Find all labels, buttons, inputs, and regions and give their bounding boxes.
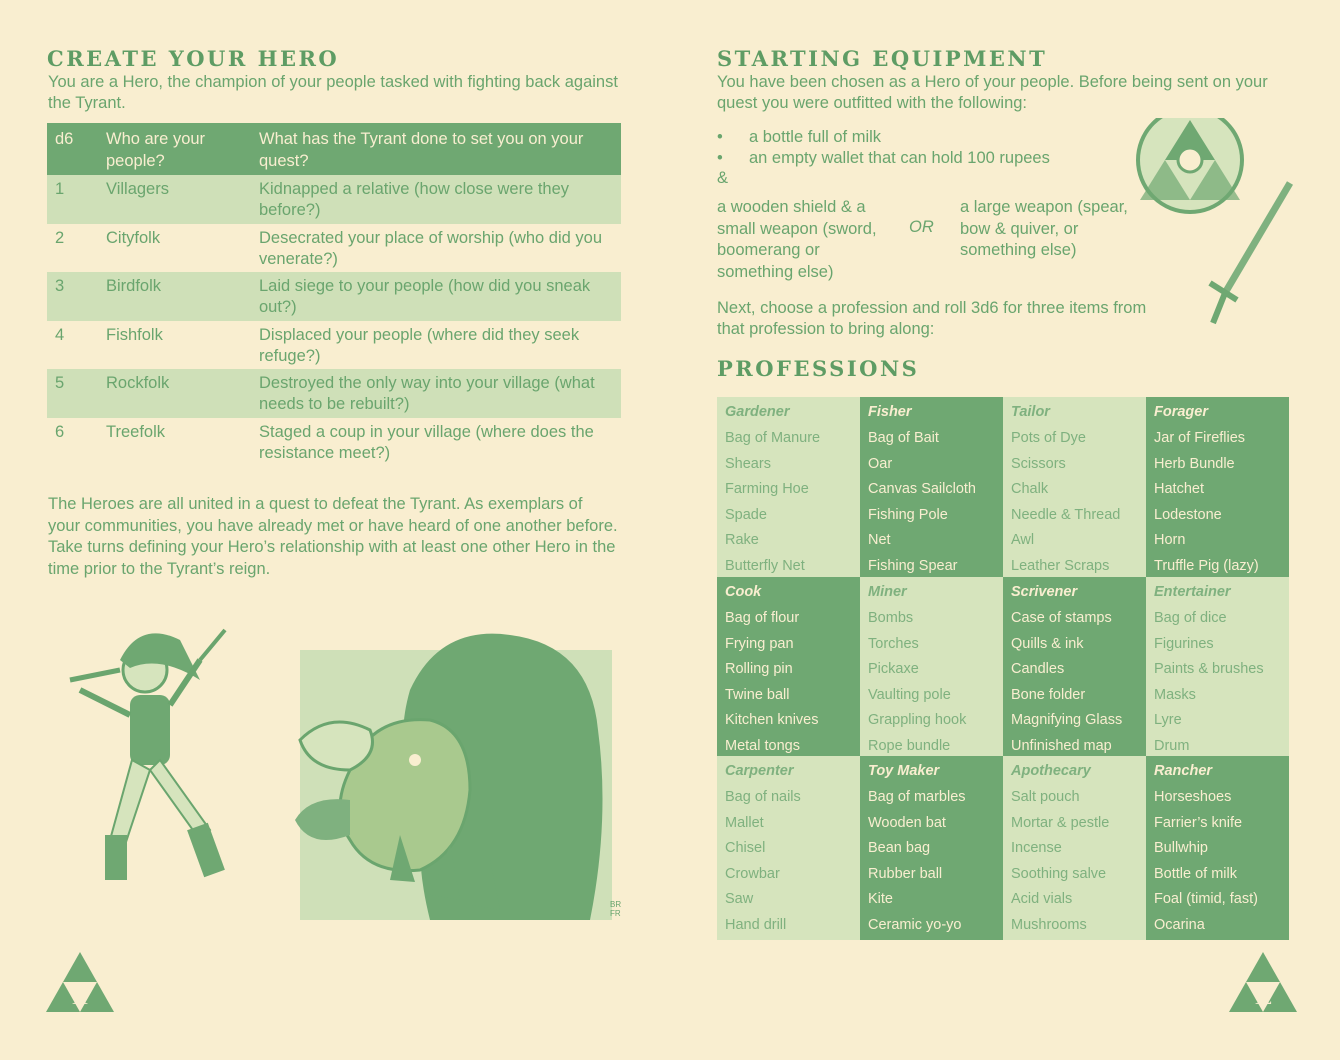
list-item: Mushrooms bbox=[1011, 916, 1087, 933]
list-item: Bone folder bbox=[1011, 686, 1086, 703]
row-what: Destroyed the only way into your village (what needs to be rebuilt?) bbox=[259, 374, 595, 413]
list-item: Rubber ball bbox=[868, 865, 943, 882]
list-item: Mortar & pestle bbox=[1011, 814, 1110, 831]
row-num: 5 bbox=[55, 374, 65, 392]
profession-carpenter bbox=[717, 756, 860, 940]
list-item: Candles bbox=[1011, 661, 1065, 677]
choice-shield: a wooden shield & a small weapon (sword, boomerang or something else) bbox=[717, 198, 877, 281]
list-item: Kite bbox=[868, 891, 893, 907]
artist-signature: BR FR bbox=[610, 900, 622, 918]
list-item: Twine ball bbox=[725, 686, 790, 703]
header-what: What has the Tyrant done to set you on your quest? bbox=[259, 130, 584, 170]
profession-title: Forager bbox=[1154, 404, 1208, 420]
list-item: Pots of Dye bbox=[1011, 430, 1086, 446]
list-item: Chalk bbox=[1011, 481, 1049, 497]
row-what: Staged a coup in your village (where does the resistance meet?) bbox=[259, 422, 594, 462]
professions-grid bbox=[717, 397, 1287, 940]
row-what: Kidnapped a relative (how close were they before?) bbox=[259, 180, 570, 219]
list-item: Foal (timid, fast) bbox=[1154, 891, 1258, 907]
page-number-left bbox=[45, 952, 115, 1014]
list-item: Canvas Sailcloth bbox=[868, 481, 976, 497]
choice-large-weapon: a large weapon (spear, bow & quiver, or something else) bbox=[960, 198, 1128, 259]
profession-title: Gardener bbox=[725, 404, 790, 420]
row-num: 2 bbox=[55, 228, 65, 247]
profession-entertainer bbox=[1146, 577, 1289, 756]
profession-title: Tailor bbox=[1011, 404, 1050, 420]
starting-equipment-intro: You have been chosen as a Hero of your people. Before being sent on your quest you were outfitted with the following: bbox=[717, 73, 1268, 112]
profession-fisher bbox=[860, 397, 1003, 577]
list-item: Ocarina bbox=[1154, 916, 1205, 933]
list-item: • an empty wallet that can hold 100 rupees bbox=[717, 148, 1050, 169]
list-item: Farrier’s knife bbox=[1154, 814, 1243, 831]
list-item: Metal tongs bbox=[725, 737, 800, 754]
row-num: 4 bbox=[55, 325, 65, 344]
list-item: Hand drill bbox=[725, 916, 787, 933]
profession-tailor bbox=[1003, 397, 1146, 577]
list-item: Fishing Pole bbox=[868, 506, 948, 523]
list-item: Rope bundle bbox=[868, 737, 951, 754]
list-item: Pickaxe bbox=[868, 661, 919, 677]
list-item: Kitchen knives bbox=[725, 712, 819, 728]
row-who: Rockfolk bbox=[106, 374, 170, 392]
list-item: Incense bbox=[1011, 840, 1062, 856]
profession-instructions: Next, choose a profession and roll 3d6 for three items from that profession to bring along: bbox=[717, 299, 1147, 338]
d6-table bbox=[47, 123, 621, 466]
list-item: • a bottle full of milk bbox=[717, 127, 1050, 148]
row-what: Desecrated your place of worship (who did you venerate?) bbox=[259, 228, 603, 268]
header-d6: d6 bbox=[55, 130, 74, 148]
list-item: Case of stamps bbox=[1011, 610, 1112, 626]
row-who: Treefolk bbox=[106, 422, 165, 441]
profession-title: Toy Maker bbox=[868, 763, 940, 779]
profession-apothecary bbox=[1003, 756, 1146, 940]
list-item: Masks bbox=[1154, 686, 1196, 703]
profession-toy-maker bbox=[860, 756, 1003, 940]
row-num: 3 bbox=[55, 277, 65, 295]
page-number-right bbox=[1228, 952, 1298, 1014]
list-item: Bag of Bait bbox=[868, 430, 939, 446]
list-item: Drum bbox=[1154, 737, 1190, 754]
row-what: Laid siege to your people (how did you sneak out?) bbox=[259, 277, 591, 316]
profession-rancher bbox=[1146, 756, 1289, 940]
header-who: Who are your people? bbox=[106, 130, 206, 170]
profession-title: Entertainer bbox=[1154, 584, 1231, 600]
list-item: Torches bbox=[868, 635, 919, 652]
list-item: Rake bbox=[725, 532, 759, 548]
row-num: 6 bbox=[55, 422, 65, 441]
create-hero-intro: You are a Hero, the champion of your people tasked with fighting back against the Tyrant. bbox=[48, 73, 618, 112]
row-who: Cityfolk bbox=[106, 228, 161, 247]
or-label: OR bbox=[909, 218, 934, 236]
list-item: Farming Hoe bbox=[725, 481, 809, 497]
professions-heading: PROFESSIONS bbox=[717, 356, 920, 381]
list-item: Awl bbox=[1011, 532, 1035, 548]
page-number-label: 11 bbox=[70, 990, 90, 1008]
list-item: Vaulting pole bbox=[868, 686, 951, 703]
list-item: Frying pan bbox=[725, 635, 794, 652]
hero-vs-tyrant-illustration bbox=[50, 620, 620, 920]
list-item: Figurines bbox=[1154, 635, 1214, 652]
profession-title: Apothecary bbox=[1011, 763, 1091, 779]
list-item: Magnifying Glass bbox=[1011, 712, 1123, 728]
profession-title: Fisher bbox=[868, 404, 912, 420]
row-num: 1 bbox=[55, 180, 65, 198]
profession-miner bbox=[860, 577, 1003, 756]
list-item: Horn bbox=[1154, 532, 1186, 548]
ampersand: & bbox=[717, 169, 729, 187]
list-item: Ceramic yo-yo bbox=[868, 916, 962, 933]
list-item: Shears bbox=[725, 455, 771, 472]
list-item: Bag of flour bbox=[725, 610, 800, 626]
list-item: Wooden bat bbox=[868, 814, 946, 831]
shield-and-sword-illustration bbox=[1135, 118, 1295, 338]
profession-title: Carpenter bbox=[725, 763, 794, 779]
table-row bbox=[47, 321, 621, 370]
table-row bbox=[47, 175, 621, 224]
profession-title: Cook bbox=[725, 584, 762, 600]
row-who: Fishfolk bbox=[106, 325, 163, 344]
list-item: Oar bbox=[868, 455, 893, 472]
row-what: Displaced your people (where did they seek refuge?) bbox=[259, 325, 580, 365]
list-item: Acid vials bbox=[1011, 891, 1073, 907]
list-item: Lyre bbox=[1154, 712, 1182, 728]
profession-forager bbox=[1146, 397, 1289, 577]
list-item: Bag of dice bbox=[1154, 610, 1227, 626]
list-item: Bullwhip bbox=[1154, 840, 1208, 856]
list-item: Paints & brushes bbox=[1154, 661, 1264, 677]
list-item: Bombs bbox=[868, 610, 914, 626]
create-hero-heading: CREATE YOUR HERO bbox=[47, 46, 340, 71]
table-row bbox=[47, 272, 621, 321]
list-item: Salt pouch bbox=[1011, 789, 1080, 805]
list-item: Grappling hook bbox=[868, 712, 967, 728]
page-number-label: 12 bbox=[1253, 990, 1273, 1008]
heroes-paragraph: The Heroes are all united in a quest to defeat the Tyrant. As exemplars of your communities, you have already met or have heard of one another before. Take turns defining your Hero’s relationship with at least one other Hero in the time prior to the Tyrant’s reign. bbox=[48, 495, 618, 578]
profession-title: Scrivener bbox=[1011, 584, 1078, 600]
equipment-list bbox=[717, 127, 1050, 169]
list-item: Scissors bbox=[1011, 455, 1066, 472]
list-item: Soothing salve bbox=[1011, 865, 1107, 882]
d6-table-header bbox=[47, 123, 621, 175]
list-item: Bottle of milk bbox=[1154, 865, 1237, 882]
right-page bbox=[670, 0, 1340, 1060]
list-item: Chisel bbox=[725, 840, 766, 856]
profession-scrivener bbox=[1003, 577, 1146, 756]
list-item: Leather Scraps bbox=[1011, 557, 1110, 574]
list-item: Bag of Manure bbox=[725, 430, 821, 446]
list-item: Lodestone bbox=[1154, 506, 1222, 523]
list-item: Herb Bundle bbox=[1154, 455, 1235, 472]
list-item: Rolling pin bbox=[725, 661, 793, 677]
list-item: Needle & Thread bbox=[1011, 506, 1121, 523]
table-row bbox=[47, 224, 621, 273]
list-item: Unfinished map bbox=[1011, 737, 1112, 754]
list-item: Truffle Pig (lazy) bbox=[1154, 557, 1259, 574]
list-item: Bag of nails bbox=[725, 789, 801, 805]
list-item: Crowbar bbox=[725, 865, 780, 882]
profession-title: Rancher bbox=[1154, 763, 1213, 779]
list-item: Mallet bbox=[725, 814, 764, 831]
list-item: Butterfly Net bbox=[725, 557, 805, 574]
profession-cook bbox=[717, 577, 860, 756]
list-item: Spade bbox=[725, 506, 767, 523]
list-item: Quills & ink bbox=[1011, 635, 1084, 652]
list-item: Fishing Spear bbox=[868, 557, 958, 574]
row-who: Birdfolk bbox=[106, 277, 162, 295]
profession-gardener bbox=[717, 397, 860, 577]
starting-equipment-heading: STARTING EQUIPMENT bbox=[717, 46, 1048, 71]
row-who: Villagers bbox=[106, 180, 169, 198]
list-item: Horseshoes bbox=[1154, 789, 1232, 805]
list-item: Bean bag bbox=[868, 840, 931, 856]
profession-title: Miner bbox=[868, 584, 907, 600]
list-item: Hatchet bbox=[1154, 481, 1204, 497]
table-row bbox=[47, 369, 621, 418]
list-item: Jar of Fireflies bbox=[1154, 430, 1246, 446]
list-item: Bag of marbles bbox=[868, 789, 966, 805]
list-item: Saw bbox=[725, 891, 754, 907]
table-row bbox=[47, 418, 621, 467]
list-item: Net bbox=[868, 532, 891, 548]
